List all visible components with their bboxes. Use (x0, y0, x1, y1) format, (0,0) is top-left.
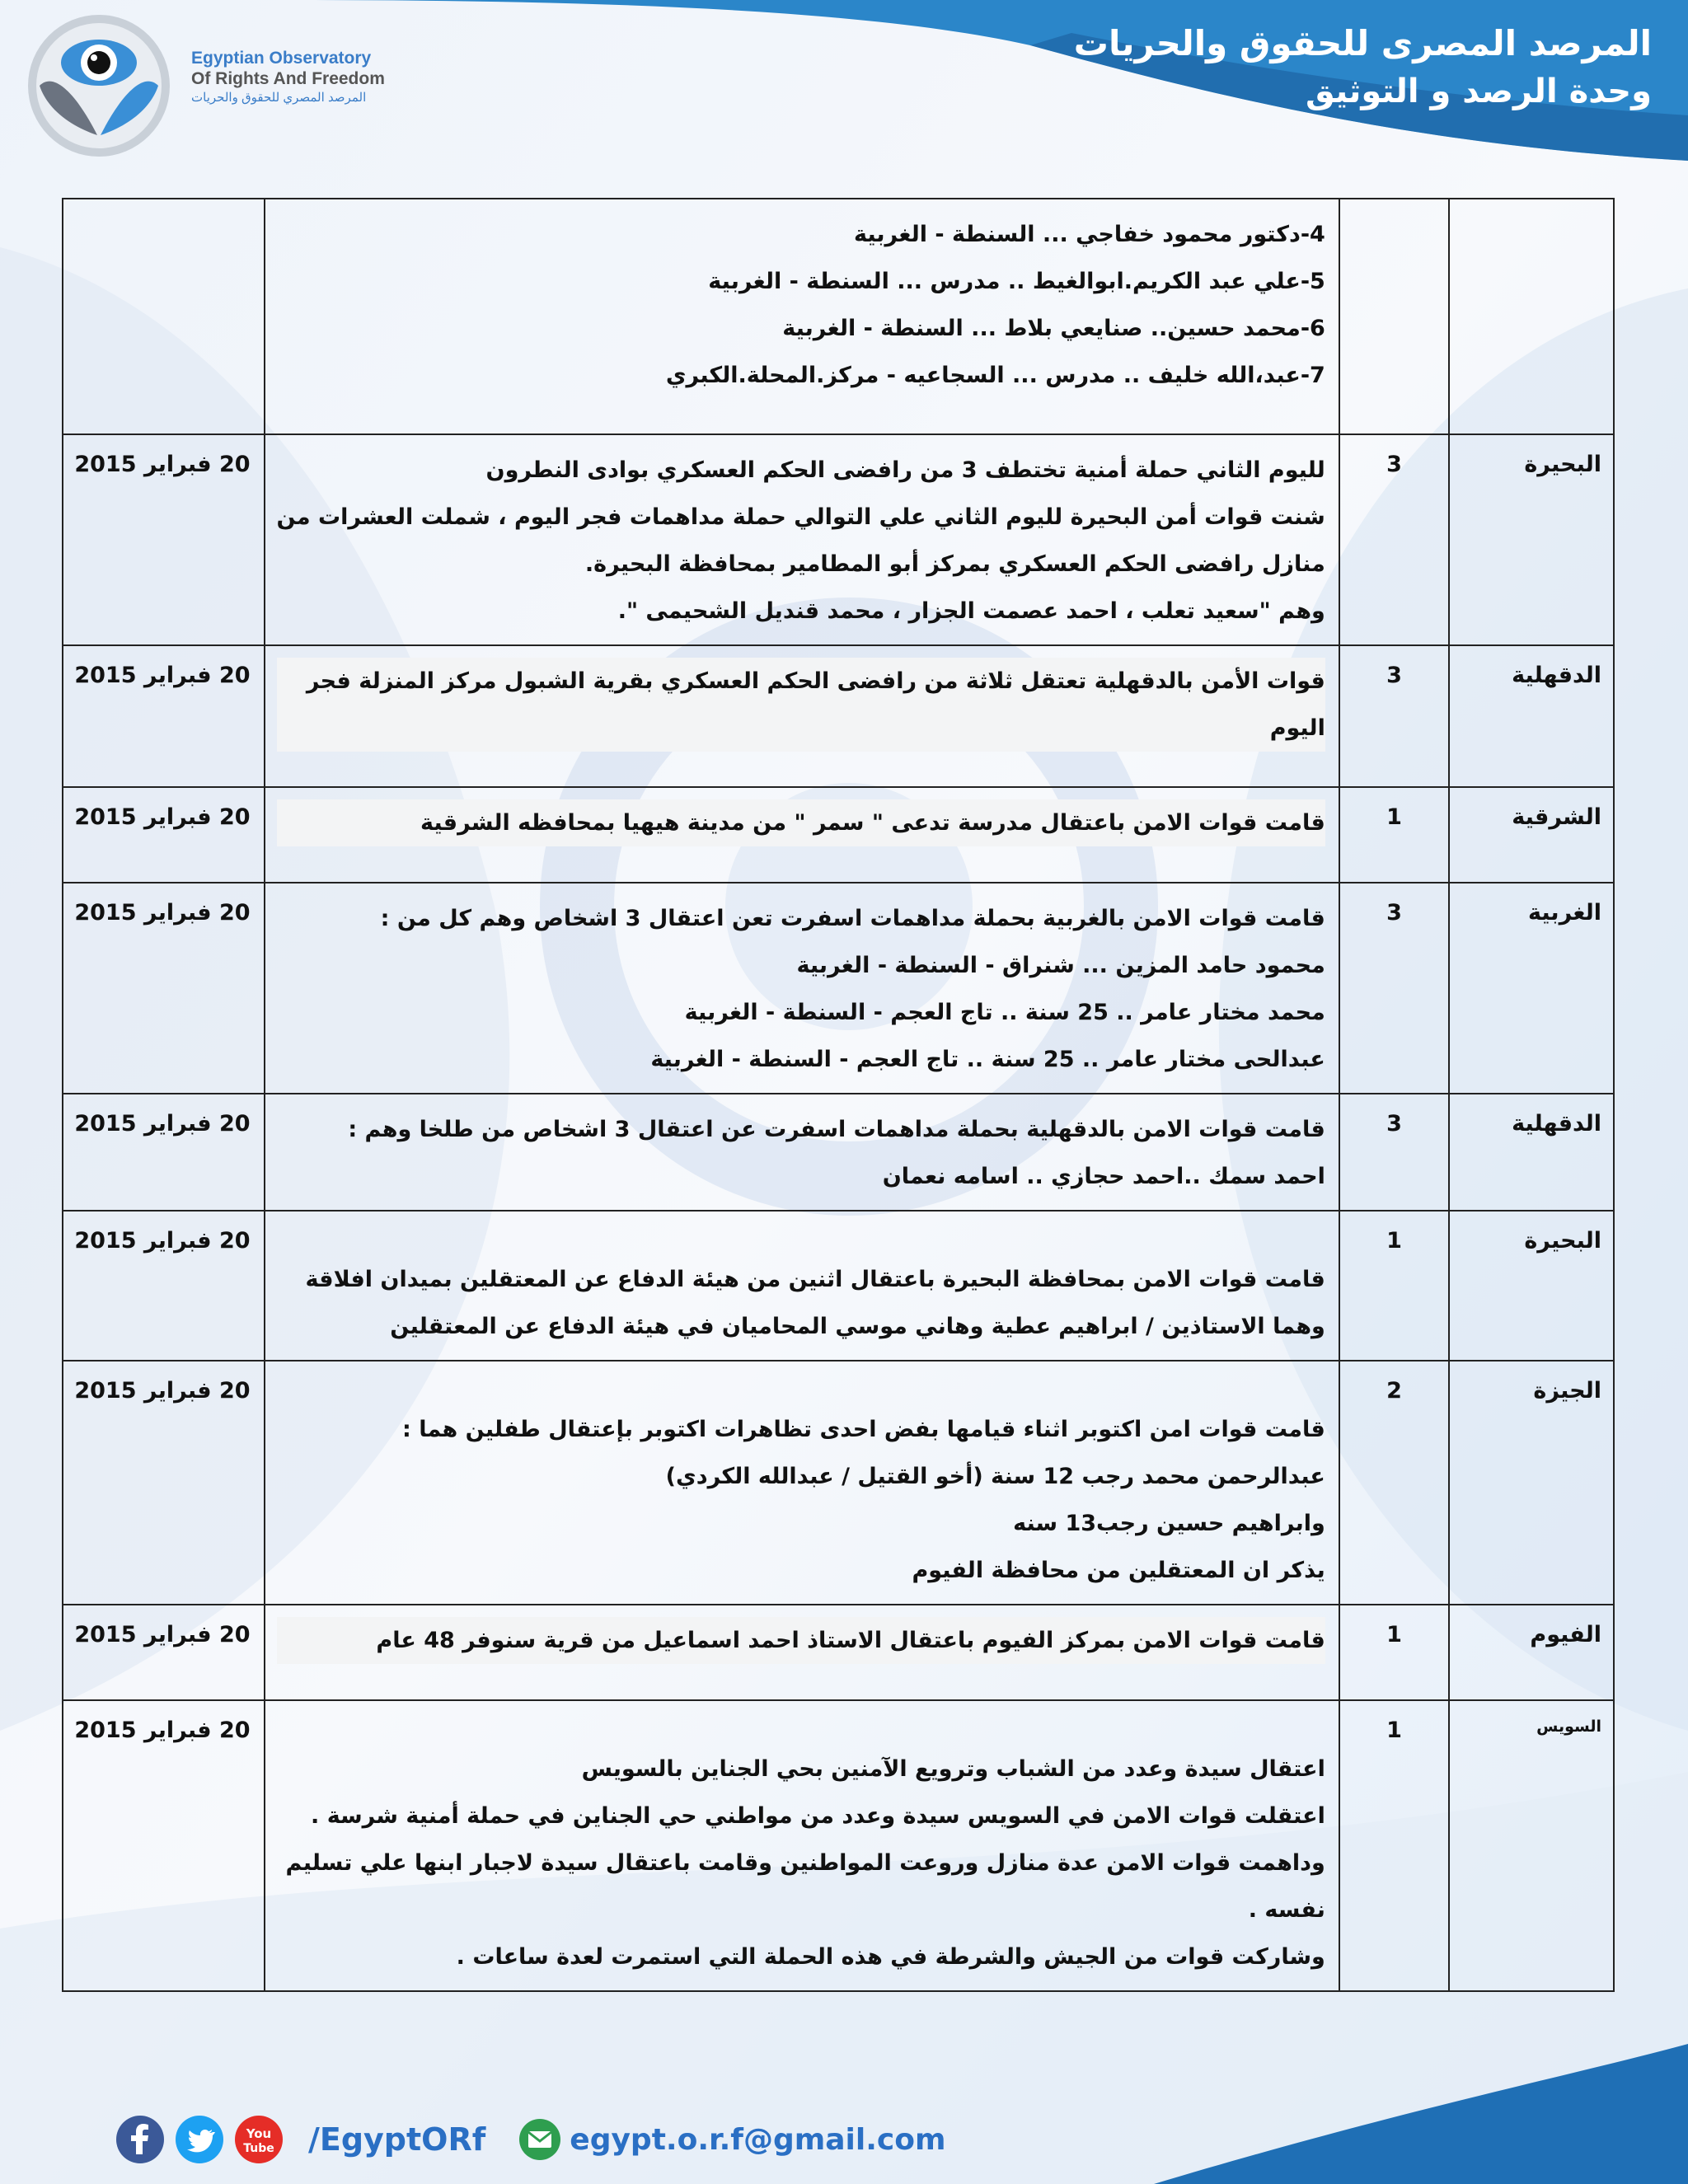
count-cell: 1 (1339, 787, 1449, 883)
table-row (63, 645, 1614, 787)
governorate-cell (1449, 199, 1614, 434)
detail-line: شنت قوات أمن البحيرة لليوم الثاني علي التوالي حملة مداهمات فجر اليوم ، شملت العشرات من (276, 504, 1325, 530)
facebook-icon[interactable] (115, 2115, 165, 2164)
date-cell: 20 فبراير 2015 (63, 1605, 265, 1700)
details-cell (265, 645, 1339, 787)
governorate-cell: الجيزة (1449, 1361, 1614, 1605)
detail-line: عبدالرحمن محمد رجب 12 سنة (أخو القتيل / عبدالله الكردي) (665, 1464, 1325, 1489)
table-row (63, 1361, 1614, 1605)
arrests-report-table (62, 198, 1615, 1992)
detail-line: محمود حامد المزين ... شنراق - السنطة - الغربية (796, 953, 1325, 978)
detail-line: اعتقلت قوات الامن في السويس سيدة وعدد من مواطني حي الجناين في حملة أمنية شرسة . (311, 1803, 1325, 1829)
table-row (63, 787, 1614, 883)
date-cell: 20 فبراير 2015 (63, 1700, 265, 1991)
table-row (63, 1094, 1614, 1211)
count-cell: 1 (1339, 1211, 1449, 1361)
spacer (277, 1223, 1325, 1256)
date-cell: 20 فبراير 2015 (63, 883, 265, 1094)
table-row (63, 883, 1614, 1094)
detail-line: عبدالحى مختار عامر .. 25 سنة .. تاج العجم - السنطة - الغربية (650, 1047, 1325, 1072)
footer-contact-bar (115, 2110, 945, 2169)
detail-line: قامت قوات الامن باعتقال مدرسة تدعى " سمر " من مدينة هيهيا بمحافظه الشرقية (277, 799, 1325, 846)
governorate-cell: البحيرة (1449, 1211, 1614, 1361)
count-cell: 1 (1339, 1700, 1449, 1991)
details-cell (265, 787, 1339, 883)
logo-english-line1: Egyptian Observatory (191, 49, 372, 68)
detail-line: يذكر ان المعتقلين من محافظة الفيوم (912, 1558, 1325, 1583)
governorate-cell: الشرقية (1449, 787, 1614, 883)
details-cell (265, 199, 1339, 434)
count-cell (1339, 199, 1449, 434)
detail-line: قامت قوات الامن بمركز الفيوم باعتقال الاستاذ احمد اسماعيل من قرية سنوفر 48 عام (277, 1617, 1325, 1664)
detail-line: قوات الأمن بالدقهلية تعتقل ثلاثة من رافضى الحكم العسكري بقرية الشبول مركز المنزلة فجر (277, 658, 1325, 705)
youtube-icon[interactable] (234, 2115, 284, 2164)
detail-line: وهما الاستاذين / ابراهيم عطية وهاني موسي المحاميان في هيئة الدفاع عن المعتقلين (390, 1314, 1325, 1339)
detail-line: 6-محمد حسين.. صنايعي بلاط ... السنطة - الغربية (782, 316, 1325, 341)
email-icon (518, 2118, 561, 2161)
detail-line: 5-علي عبد الكريم.ابوالغيط .. مدرس ... السنطة - الغربية (708, 269, 1325, 294)
count-cell: 2 (1339, 1361, 1449, 1605)
spacer (277, 1373, 1325, 1406)
date-cell: 20 فبراير 2015 (63, 787, 265, 883)
youtube-label-2: Tube (243, 2142, 274, 2155)
detail-line: وداهمت قوات الامن عدة منازل وروعت المواطنين وقامت باعتقال سيدة لاجبار ابنها علي تسليم (285, 1850, 1325, 1876)
table-row (63, 199, 1614, 434)
detail-line: اليوم (277, 705, 1325, 752)
social-handle[interactable]: /EgyptORf (308, 2121, 486, 2158)
governorate-cell: الدقهلية (1449, 1094, 1614, 1211)
date-cell: 20 فبراير 2015 (63, 1094, 265, 1211)
detail-line: وشاركت قوات من الجيش والشرطة في هذه الحملة التي استمرت لعدة ساعات . (456, 1944, 1325, 1970)
detail-line: وابراهيم حسين رجب13 سنه (1013, 1511, 1325, 1536)
table-row (63, 1605, 1614, 1700)
governorate-cell: الغربية (1449, 883, 1614, 1094)
table-row (63, 434, 1614, 645)
spacer (277, 1713, 1325, 1746)
count-cell: 3 (1339, 434, 1449, 645)
details-cell (265, 1094, 1339, 1211)
detail-line: لليوم الثاني حملة أمنية تختطف 3 من رافضى الحكم العسكري بوادى النطرون (485, 457, 1325, 483)
details-cell (265, 883, 1339, 1094)
logo-arabic: المرصد المصري للحقوق والحريات (191, 91, 367, 105)
organization-title (1074, 20, 1652, 115)
table-row (63, 1700, 1614, 1991)
detail-line: قامت قوات الامن بالغربية بحملة مداهمات اسفرت تعن اعتقال 3 اشخاص وهم كل من : (380, 906, 1325, 931)
org-name: المرصد المصرى للحقوق والحريات (1073, 23, 1652, 63)
governorate-cell: البحيرة (1449, 434, 1614, 645)
logo-english-line2: Of Rights And Freedom (191, 69, 385, 88)
details-cell (265, 1211, 1339, 1361)
date-cell: 20 فبراير 2015 (63, 1211, 265, 1361)
governorate-cell: الفيوم (1449, 1605, 1614, 1700)
unit-name: وحدة الرصد و التوثيق (1306, 73, 1652, 110)
count-cell: 1 (1339, 1605, 1449, 1700)
governorate-cell: الدقهلية (1449, 645, 1614, 787)
governorate-cell: السويس (1449, 1700, 1614, 1991)
date-cell: 20 فبراير 2015 (63, 434, 265, 645)
detail-line: 7-عبد،الله خليف .. مدرس ... السجاعيه - مركز.المحلة.الكبري (665, 363, 1325, 388)
contact-email[interactable]: egypt.o.r.f@gmail.com (570, 2122, 946, 2157)
detail-line: منازل رافضى الحكم العسكري بمركز أبو المطامير بمحافظة البحيرة. (584, 551, 1325, 577)
date-cell: 20 فبراير 2015 (63, 645, 265, 787)
detail-line: نفسه . (1248, 1897, 1325, 1923)
detail-line: محمد مختار عامر .. 25 سنة .. تاج العجم - السنطة - الغربية (684, 1000, 1325, 1025)
details-cell (265, 434, 1339, 645)
eye-hands-logo-icon (23, 12, 180, 160)
detail-line: قامت قوات امن اكتوبر اثناء قيامها بفض احدى تظاهرات اكتوبر بإعتقال طفلين هما : (402, 1417, 1325, 1442)
detail-line: قامت قوات الامن بالدقهلية بحملة مداهمات اسفرت عن اعتقال 3 اشخاص من طلخا وهم : (348, 1117, 1325, 1142)
detail-line: 4-دكتور محمود خفاجي ... السنطة - الغربية (854, 222, 1325, 247)
detail-line: قامت قوات الامن بمحافظة البحيرة باعتقال اثنين من هيئة الدفاع عن المعتقلين بميدان افلاقة (305, 1267, 1325, 1292)
twitter-icon[interactable] (175, 2115, 224, 2164)
logo-text (191, 48, 385, 107)
count-cell: 3 (1339, 645, 1449, 787)
youtube-label-1: You (246, 2126, 272, 2141)
table-row (63, 1211, 1614, 1361)
detail-line: اعتقال سيدة وعدد من الشباب وترويع الآمنين بحي الجناين بالسويس (581, 1756, 1325, 1782)
count-cell: 3 (1339, 1094, 1449, 1211)
date-cell: 20 فبراير 2015 (63, 1361, 265, 1605)
date-cell (63, 199, 265, 434)
details-cell (265, 1605, 1339, 1700)
details-cell (265, 1700, 1339, 1991)
count-cell: 3 (1339, 883, 1449, 1094)
details-cell (265, 1361, 1339, 1605)
detail-line: وهم "سعيد تعلب ، احمد عصمت الجزار ، محمد قنديل الشحيمى ". (617, 598, 1325, 624)
detail-line: احمد سمك ..احمد حجازي .. اسامه نعمان (882, 1164, 1325, 1189)
